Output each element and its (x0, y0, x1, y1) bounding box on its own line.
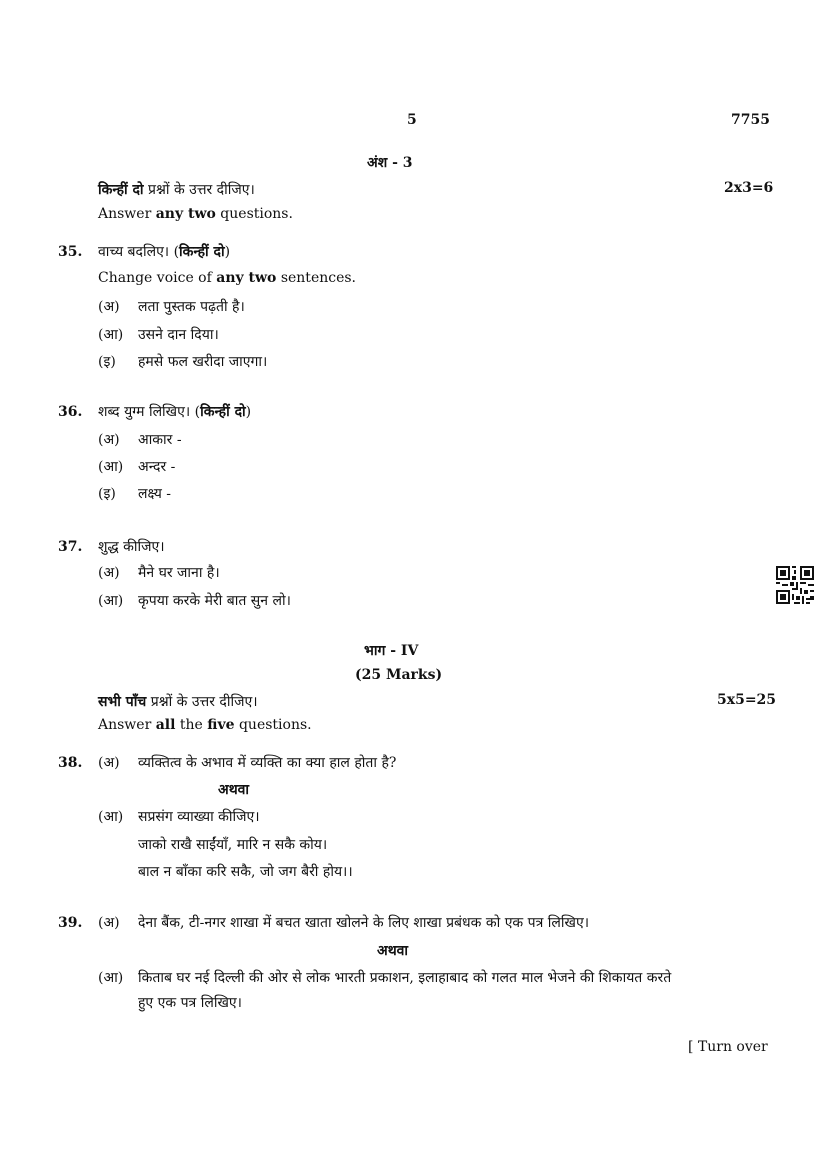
option-label: (अ) (98, 299, 120, 315)
paper-code: 7755 (731, 112, 770, 128)
section-title: अंश - 3 (367, 155, 413, 171)
option-label: (इ) (98, 354, 116, 370)
instruction-text: Answer (98, 206, 156, 222)
instruction-bold: all (155, 717, 176, 733)
option-text: लता पुस्तक पढ़ती है। (138, 299, 245, 315)
option-label: (आ) (98, 327, 124, 343)
question-text: Change voice of (98, 270, 217, 286)
option-text: आकार - (138, 432, 182, 448)
part-instruction-hindi (98, 692, 258, 711)
option-label: (आ) (98, 809, 124, 825)
option-text: मैने घर जाना है। (138, 565, 220, 581)
instruction-bold: any two (155, 206, 216, 222)
option (98, 807, 260, 826)
option (98, 753, 396, 772)
option-label: (आ) (98, 593, 124, 609)
or-separator: अथवा (377, 943, 409, 959)
option (98, 297, 245, 316)
option-text: लक्ष्य - (138, 486, 172, 502)
option (98, 352, 267, 371)
question-text: वाच्य बदलिए। ( (98, 244, 180, 260)
instruction-bold: five (207, 717, 235, 733)
question-text: शब्द युग्म लिखिए। ( (98, 404, 201, 420)
instruction-text: questions. (215, 206, 293, 222)
option-text: अन्दर - (138, 459, 176, 475)
instruction-text: the (175, 717, 208, 733)
section-instruction-hindi (98, 180, 255, 199)
qr-code-icon (776, 566, 814, 604)
option (98, 430, 182, 449)
option-label: (इ) (98, 486, 116, 502)
option-label: (अ) (98, 755, 120, 771)
question-text: sentences. (276, 270, 356, 286)
option-text: उसने दान दिया। (138, 327, 219, 343)
or-separator: अथवा (218, 782, 250, 798)
question-text-english (98, 270, 356, 286)
instruction-text: questions. (234, 717, 312, 733)
question-bold: किन्हीं दो (200, 404, 246, 420)
instruction-text: प्रश्नों के उत्तर दीजिए। (143, 182, 255, 198)
instruction-bold: सभी पाँच (98, 694, 147, 710)
option (98, 913, 589, 932)
question-text-hindi (98, 242, 230, 261)
option-text: कृपया करके मेरी बात सुन लो। (138, 593, 291, 609)
part-title: भाग - IV (364, 643, 419, 659)
part-marks: (25 Marks) (355, 667, 443, 683)
question-text: ) (245, 404, 252, 420)
verse-line: जाको राखै साईंयाँ, मारि न सकै कोय। (138, 837, 328, 853)
verse-line: बाल न बाँका करि सकै, जो जग बैरी होय।। (138, 864, 353, 880)
option (98, 563, 220, 582)
option-text: हमसे फल खरीदा जाएगा। (138, 354, 268, 370)
section-instruction-english (98, 206, 293, 222)
option (98, 968, 671, 987)
question-number: 35. (58, 244, 83, 260)
part-marks-breakdown: 5x5=25 (717, 692, 777, 708)
question-bold: किन्हीं दो (179, 244, 225, 260)
question-text: ) (224, 244, 231, 260)
question-number: 36. (58, 404, 83, 420)
question-bold: any two (216, 270, 277, 286)
instruction-bold: किन्हीं दो (98, 182, 144, 198)
option-label: (अ) (98, 915, 120, 931)
page-number: 5 (407, 112, 417, 128)
option-label: (आ) (98, 459, 124, 475)
part-instruction-english (98, 717, 312, 733)
option-text: किताब घर नई दिल्ली की ओर से लोक भारती प्रकाशन, इलाहाबाद को गलत माल भेजने की शिकायत करते (138, 970, 672, 986)
question-text: शुद्ध कीजिए। (98, 539, 165, 555)
instruction-text: प्रश्नों के उत्तर दीजिए। (146, 694, 258, 710)
section-marks: 2x3=6 (724, 180, 774, 196)
instruction-text: Answer (98, 717, 156, 733)
option-label: (आ) (98, 970, 124, 986)
option-text: व्यक्तित्व के अभाव में व्यक्ति का क्या हाल होता है? (138, 755, 397, 771)
option (98, 484, 171, 503)
question-number: 37. (58, 539, 83, 555)
question-number: 38. (58, 755, 83, 771)
question-text-hindi (98, 402, 251, 421)
turn-over: [ Turn over (688, 1039, 768, 1055)
option-text-continued: हुए एक पत्र लिखिए। (138, 995, 242, 1011)
option-text: सप्रसंग व्याख्या कीजिए। (138, 809, 260, 825)
option-text: देना बैंक, टी-नगर शाखा में बचत खाता खोलने के लिए शाखा प्रबंधक को एक पत्र लिखिए। (138, 915, 590, 931)
option-label: (अ) (98, 565, 120, 581)
option (98, 457, 175, 476)
option (98, 591, 291, 610)
option (98, 325, 219, 344)
question-number: 39. (58, 915, 83, 931)
option-label: (अ) (98, 432, 120, 448)
